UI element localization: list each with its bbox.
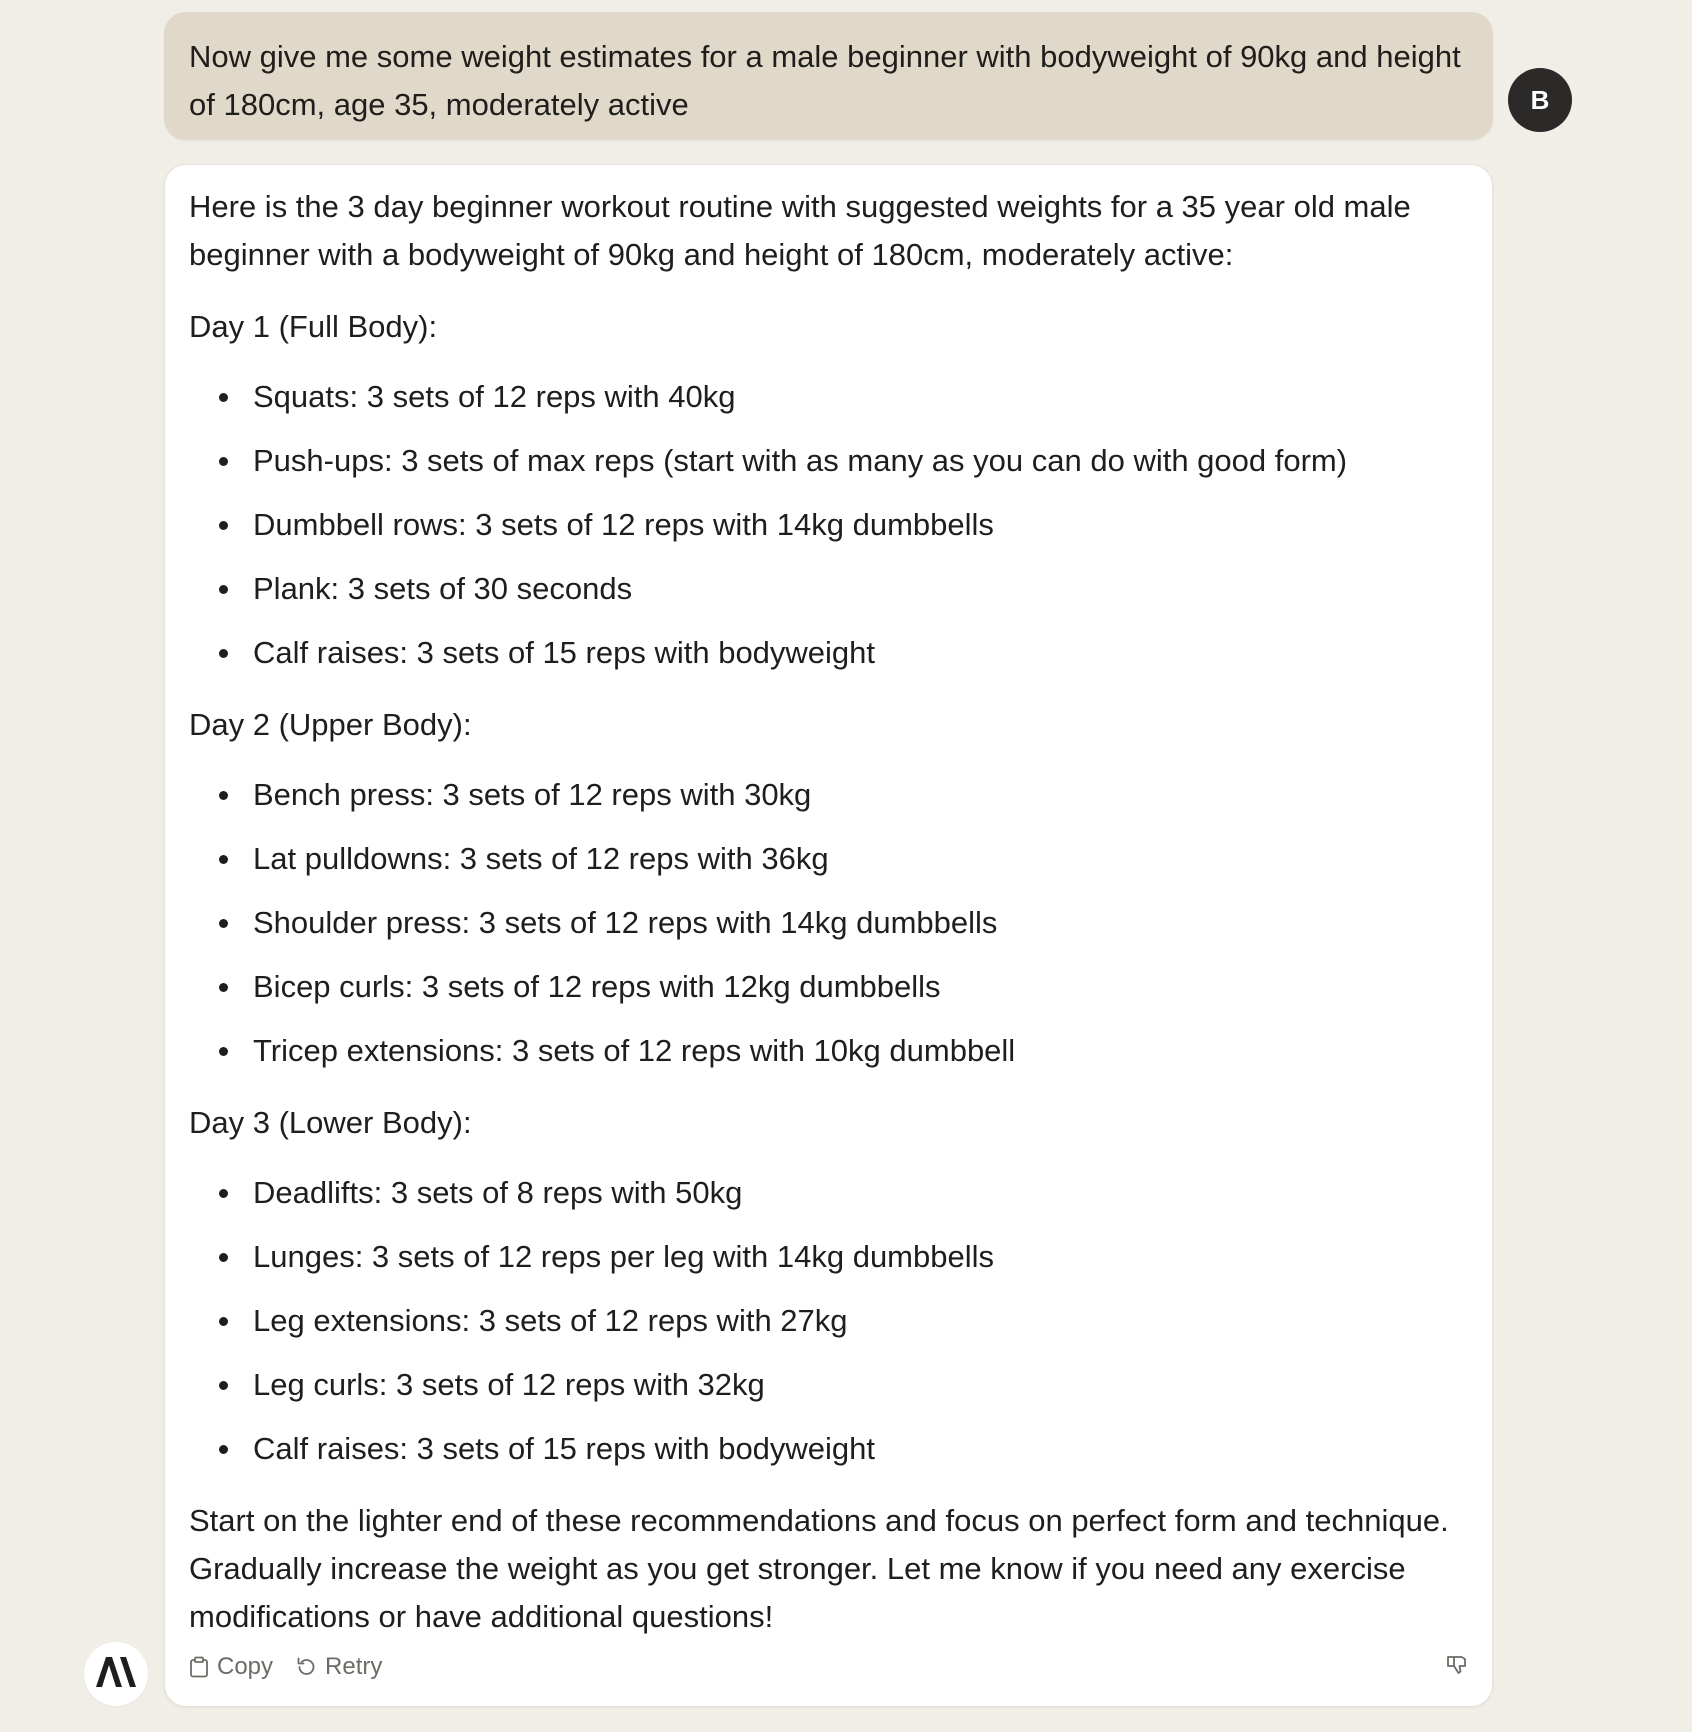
list-item <box>189 565 1479 613</box>
list-item <box>189 835 1479 883</box>
day-1-heading: Day 1 (Full Body): <box>189 309 438 344</box>
list-item-text: Leg curls: 3 sets of 12 reps with 32kg <box>253 1367 765 1402</box>
list-item <box>189 501 1479 549</box>
thumbs-down-button[interactable] <box>1445 1653 1469 1684</box>
bullet-icon <box>219 393 228 402</box>
bullet-icon <box>219 983 228 992</box>
list-item <box>189 373 1479 421</box>
retry-label: Retry <box>325 1653 383 1680</box>
assistant-message-card <box>164 164 1493 1707</box>
intro-paragraph: Here is the 3 day beginner workout routine with suggested weights for a 35 year old male beginner with a bodyweight of 90kg and height of 180cm, moderately active: <box>189 189 1411 272</box>
list-item <box>189 437 1479 485</box>
list-item-text: Lat pulldowns: 3 sets of 12 reps with 36kg <box>253 841 829 876</box>
assistant-message-body <box>189 183 1479 1641</box>
bullet-icon <box>219 457 228 466</box>
list-item <box>189 1361 1479 1409</box>
list-item-text: Deadlifts: 3 sets of 8 reps with 50kg <box>253 1175 743 1210</box>
anthropic-logo <box>84 1642 148 1706</box>
bullet-icon <box>219 1047 228 1056</box>
bullet-icon <box>219 791 228 800</box>
copy-button[interactable] <box>189 1653 273 1681</box>
list-item-text: Dumbbell rows: 3 sets of 12 reps with 14kg dumbbells <box>253 507 994 542</box>
day-2-list <box>189 771 1479 1075</box>
list-item <box>189 1233 1479 1281</box>
list-item-text: Bench press: 3 sets of 12 reps with 30kg <box>253 777 812 812</box>
day-3-heading: Day 3 (Lower Body): <box>189 1105 472 1140</box>
bullet-icon <box>219 1381 228 1390</box>
thumbs-down-icon <box>1445 1656 1469 1683</box>
anthropic-logo-icon <box>96 1657 136 1692</box>
list-item-text: Leg extensions: 3 sets of 12 reps with 27kg <box>253 1303 848 1338</box>
list-item-text: Shoulder press: 3 sets of 12 reps with 14kg dumbbells <box>253 905 998 940</box>
list-item <box>189 771 1479 819</box>
retry-button[interactable] <box>295 1653 382 1681</box>
list-item-text: Lunges: 3 sets of 12 reps per leg with 14kg dumbbells <box>253 1239 995 1274</box>
retry-icon <box>295 1656 317 1678</box>
list-item-text: Calf raises: 3 sets of 15 reps with bodyweight <box>253 635 876 670</box>
user-avatar[interactable] <box>1508 68 1572 132</box>
list-item-text: Calf raises: 3 sets of 15 reps with bodyweight <box>253 1431 876 1466</box>
list-item-text: Squats: 3 sets of 12 reps with 40kg <box>253 379 736 414</box>
day-1-list <box>189 373 1479 677</box>
list-item <box>189 1425 1479 1473</box>
copy-label: Copy <box>217 1653 274 1680</box>
message-action-bar <box>189 1645 1479 1689</box>
user-avatar-initial: B <box>1530 84 1550 115</box>
list-item <box>189 629 1479 677</box>
bullet-icon <box>219 1317 228 1326</box>
list-item <box>189 963 1479 1011</box>
list-item-text: Bicep curls: 3 sets of 12 reps with 12kg dumbbells <box>253 969 941 1004</box>
list-item-text: Tricep extensions: 3 sets of 12 reps with 10kg dumbbell <box>253 1033 1016 1068</box>
day-2-heading: Day 2 (Upper Body): <box>189 707 472 742</box>
list-item <box>189 1297 1479 1345</box>
clipboard-icon <box>189 1656 209 1678</box>
bullet-icon <box>219 1189 228 1198</box>
bullet-icon <box>219 855 228 864</box>
bullet-icon <box>219 585 228 594</box>
user-message-bubble <box>164 12 1493 140</box>
day-3-list <box>189 1169 1479 1473</box>
bullet-icon <box>219 919 228 928</box>
bullet-icon <box>219 1253 228 1262</box>
bullet-icon <box>219 521 228 530</box>
list-item <box>189 1027 1479 1075</box>
list-item <box>189 1169 1479 1217</box>
user-message-text: Now give me some weight estimates for a male beginner with bodyweight of 90kg and height of 180cm, age 35, moderately active <box>189 39 1461 122</box>
closing-paragraph: Start on the lighter end of these recommendations and focus on perfect form and technique. Gradually increase the weight as you get stronger. Let me know if you need any exercise modifications or have additional questions! <box>189 1503 1449 1634</box>
bullet-icon <box>219 1445 228 1454</box>
list-item-text: Plank: 3 sets of 30 seconds <box>253 571 633 606</box>
list-item <box>189 899 1479 947</box>
bullet-icon <box>219 649 228 658</box>
list-item-text: Push-ups: 3 sets of max reps (start with as many as you can do with good form) <box>253 443 1348 478</box>
